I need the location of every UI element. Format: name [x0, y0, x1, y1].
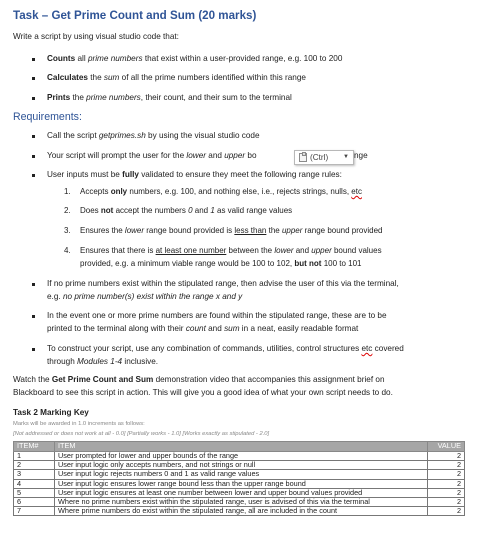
table-row: 5 User input logic ensures at least one number between lower and upper bound values provided 2 [14, 488, 465, 497]
bullet-dot [32, 315, 35, 318]
req-validate-inputs: User inputs must be fully validated to ensure they meet the following range rules: [47, 170, 342, 179]
paste-options-button[interactable]: (Ctrl) ▼ [294, 150, 354, 165]
dropdown-arrow-icon: ▼ [343, 154, 349, 160]
marks-note: Marks will be awarded in 1.0 increments as follows: [13, 421, 145, 427]
rule-accepts-only-numbers: Accepts only numbers, e.g. 100, and nothing else, i.e., rejects strings, nulls, etc [80, 187, 362, 196]
req-construct-script: To construct your script, use any combination of commands, utilities, control structures etc covered [47, 344, 404, 353]
rule-number: 3. [64, 226, 71, 235]
intro-text: Write a script by using visual studio code that: [13, 32, 179, 41]
bullet-dot [32, 97, 35, 100]
rule-number: 1. [64, 187, 71, 196]
table-row: 6 Where no prime numbers exist within the stipulated range, user is advised of this via the terminal 2 [14, 498, 465, 507]
req-primes-found-line2: printed to the terminal along with their count and sum in a neat, easily readable format [47, 324, 359, 333]
req-call-script: Call the script getprimes.sh by using the visual studio code [47, 131, 260, 140]
marking-table [13, 441, 465, 516]
table-row: 7 Where prime numbers do exist within the stipulated range, all are included in the count 2 [14, 507, 465, 516]
bullet-dot [32, 135, 35, 138]
clipboard-icon [299, 153, 307, 162]
bullet-dot [32, 348, 35, 351]
req-no-primes: If no prime numbers exist within the stipulated range, then advise the user of this via the terminal, [47, 279, 399, 288]
req-prompt-user-tail: nge [354, 151, 368, 160]
req-primes-found: In the event one or more prime numbers are found within the stipulated range, these are to be [47, 311, 387, 320]
col-value: VALUE [428, 442, 465, 452]
col-item: ITEM [55, 442, 428, 452]
req-prompt-user: Your script will prompt the user for the lower and upper bo [47, 151, 257, 160]
req-no-primes-line2: e.g. no prime number(s) exist within the range x and y [47, 292, 243, 301]
rule-number: 2. [64, 206, 71, 215]
rule-at-least-one-number: Ensures that there is at least one number between the lower and upper bound values [80, 246, 382, 255]
bullet-dot [32, 283, 35, 286]
watch-video-text: Watch the Get Prime Count and Sum demonstration video that accompanies this assignment brief on [13, 375, 385, 384]
table-header-row [14, 442, 465, 452]
bullet-dot [32, 77, 35, 80]
task-title: Task – Get Prime Count and Sum (20 marks) [13, 9, 257, 22]
table-row: 3 User input logic rejects numbers 0 and 1 as valid range values 2 [14, 470, 465, 479]
rule-lower-less-than-upper: Ensures the lower range bound provided is less than the upper range bound provided [80, 226, 383, 235]
req-construct-script-line2: through Modules 1-4 inclusive. [47, 357, 159, 366]
task-bullet-calculates: Calculates the sum of all the prime numbers identified within this range [47, 73, 306, 82]
table-row: 1 User prompted for lower and upper bounds of the range 2 [14, 452, 465, 461]
task-bullet-counts: Counts all prime numbers that exist within a user-provided range, e.g. 100 to 200 [47, 54, 343, 63]
bullet-dot [32, 155, 35, 158]
bullet-dot [32, 58, 35, 61]
watch-video-text-line2: Blackboard to see this script in action. This will give you a good idea of what your own script needs to do. [13, 388, 393, 397]
col-item-number: ITEM# [14, 442, 55, 452]
rule-reject-zero-one: Does not accept the numbers 0 and 1 as valid range values [80, 206, 293, 215]
table-row: 4 User input logic ensures lower range bound less than the upper range bound 2 [14, 479, 465, 488]
rule-number: 4. [64, 246, 71, 255]
task-bullet-prints: Prints the prime numbers, their count, and their sum to the terminal [47, 93, 292, 102]
rule-at-least-one-number-line2: provided, e.g. a minimum viable range would be 100 to 102, but not 100 to 101 [80, 259, 362, 268]
marking-key-heading: Task 2 Marking Key [13, 408, 89, 417]
marks-scale: [Not addressed or does not work at all - 0.0] [Partially works - 1.0] [Works exactly as stipulated - 2.0] [13, 431, 270, 437]
requirements-heading: Requirements: [13, 111, 82, 123]
table-row: 2 User input logic only accepts numbers, and not strings or null 2 [14, 461, 465, 470]
bullet-dot [32, 174, 35, 177]
